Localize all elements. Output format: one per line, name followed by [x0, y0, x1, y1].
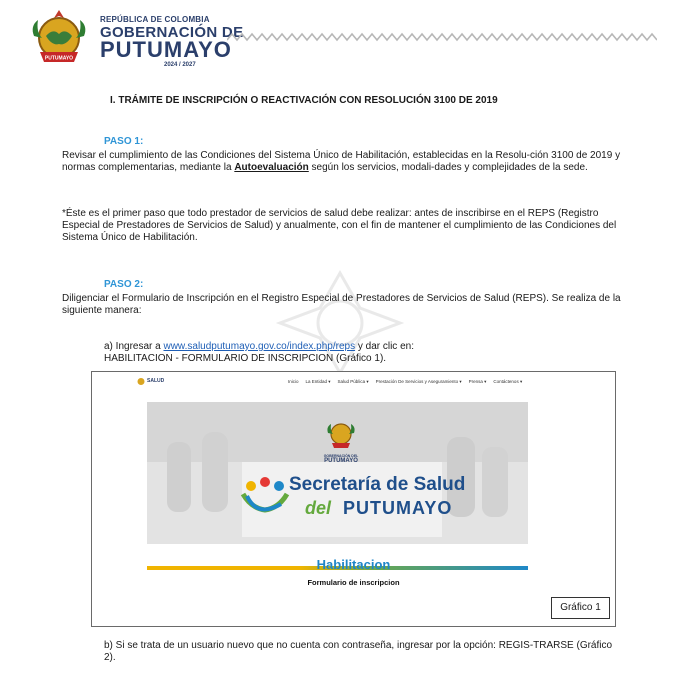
- page-title: I. TRÁMITE DE INSCRIPCIÓN O REACTIVACIÓN CON RESOLUCIÓN 3100 DE 2019: [110, 95, 498, 106]
- header-putumayo: PUTUMAYO: [100, 37, 232, 62]
- hero-gov-big: PUTUMAYO: [324, 458, 358, 464]
- hero-title-del: del: [305, 498, 332, 518]
- svg-text:PUTUMAYO: PUTUMAYO: [44, 55, 74, 62]
- secretaria-emblem-icon: [237, 474, 293, 520]
- figure-caption: Gráfico 1: [551, 597, 610, 619]
- hero-title-putumayo: PUTUMAYO: [343, 498, 453, 518]
- step-a-line2: HABILITACION - FORMULARIO DE INSCRIPCION (Gráfico 1).: [104, 353, 387, 365]
- nav-item-prestacion[interactable]: Prestación De Servicios y Aseguramiento ▾: [375, 379, 462, 384]
- step-a-prefix: a) Ingresar a: [104, 341, 164, 352]
- decorative-zigzag: [227, 32, 657, 42]
- paso2-paragraph: Diligenciar el Formulario de Inscripción en el Registro Especial de Prestadores de Servicios de Salud (REPS). Se realiza de la siguiente manera:: [62, 293, 621, 317]
- hero-banner: [147, 402, 528, 544]
- formulario-inscripcion-link[interactable]: Formulario de inscripcion: [307, 578, 400, 587]
- header-country: REPÚBLICA DE COLOMBIA: [100, 15, 210, 24]
- paso1-paragraph: [62, 150, 634, 174]
- step-a-suffix: y dar clic en:: [355, 341, 414, 352]
- hero-title-line1: Secretaría de Salud: [289, 474, 466, 495]
- header-period: 2024 / 2027: [164, 62, 196, 68]
- paso1-text-before: Revisar el cumplimiento de las Condiciones del Sistema Único de Habilitación, establecidas en la Resolu-ción 3100 de 2019 y normas complementarias, mediante la: [62, 150, 621, 174]
- site-logo-icon: [137, 377, 145, 386]
- hero-gov-small: GOBERNACIÓN DEL: [323, 454, 359, 458]
- autoevaluacion-link[interactable]: Autoevaluación: [234, 162, 309, 174]
- gobernacion-seal-icon: [28, 6, 90, 70]
- grafico-1-screenshot: [91, 371, 616, 627]
- paso1-text-after: según los servicios, modali-dades y complejidades de la sede.: [308, 162, 588, 174]
- nav-item-contactenos[interactable]: Contáctenos ▾: [493, 379, 523, 384]
- header-gobernacion: GOBERNACIÓN DE: [100, 24, 244, 41]
- step-a: [104, 341, 634, 365]
- site-navbar: [92, 372, 615, 392]
- step-b: b) Si se trata de un usuario nuevo que no cuenta con contraseña, ingresar por la opción: REGIS-TRARSE (Gráfico 2).: [104, 640, 613, 664]
- paso1-note: *Éste es el primer paso que todo prestador de servicios de salud debe realizar: antes de inscribirse en el REPS (Registro Especial de Prestadores de Servicios de Salud) y anualmente, con el fin de mantener el cumplimiento de las Condiciones del Sistema Único de Habilitación.: [62, 208, 617, 244]
- habilitacion-title[interactable]: Habilitacion: [316, 557, 391, 572]
- reps-link[interactable]: www.saludputumayo.gov.co/index.php/reps: [163, 341, 356, 352]
- nav-item-inicio[interactable]: Inicio: [288, 379, 299, 384]
- paso2-heading: PASO 2:: [104, 279, 144, 290]
- nav-item-prensa[interactable]: Prensa ▾: [468, 379, 487, 384]
- nav-item-entidad[interactable]: La Entidad ▾: [305, 379, 331, 384]
- nav-item-salud-publica[interactable]: Salud Pública ▾: [337, 379, 369, 384]
- hero-seal-icon: [325, 418, 357, 452]
- paso1-heading: PASO 1:: [104, 136, 144, 147]
- site-logo-text: SALUD: [147, 378, 165, 384]
- site-nav-menu: [288, 379, 522, 385]
